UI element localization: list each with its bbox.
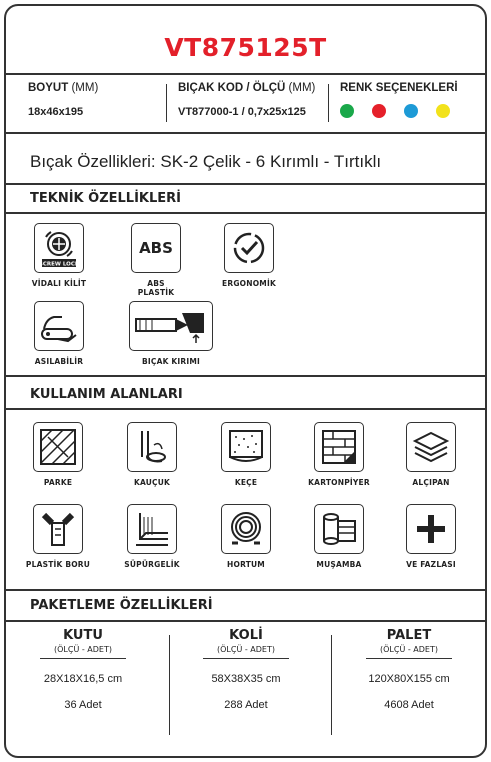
- packaging-pallet: [334, 628, 484, 711]
- blade-unit: (MM): [288, 82, 316, 94]
- divider: [166, 84, 167, 122]
- pack-title: KOLİ: [229, 628, 263, 643]
- packaging-box: [8, 628, 158, 711]
- rubber-icon: [127, 422, 177, 472]
- usage-parquet: [8, 422, 108, 487]
- abs-icon-text: ABS: [139, 239, 173, 257]
- usage-label: PARKE: [43, 478, 73, 487]
- usage-plastic-pipe: [8, 504, 108, 569]
- usage-label: PLASTİK BORU: [25, 560, 91, 569]
- divider: [40, 658, 126, 659]
- color-swatch-yellow: [436, 104, 450, 118]
- pack-qty: 4608 Adet: [384, 699, 434, 711]
- feature-label: ASILABİLİR: [34, 357, 84, 366]
- size-unit: (MM): [71, 82, 99, 94]
- usage-more: [381, 504, 481, 569]
- packaging-carton: [171, 628, 321, 711]
- skirting-icon: [127, 504, 177, 554]
- usage-title: KULLANIM ALANLARI: [30, 387, 183, 402]
- feature-screw-lock: [9, 223, 109, 288]
- feature-label: ABS PLASTİK: [137, 279, 175, 297]
- divider: [169, 635, 170, 735]
- pack-dims: 28X18X16,5 cm: [43, 673, 123, 685]
- usage-drywall: [381, 422, 481, 487]
- blade-heading: [178, 82, 315, 94]
- ergonomic-icon: [224, 223, 274, 273]
- blade-value: VT877000-1 / 0,7x25x125: [178, 106, 306, 118]
- cornice-icon: [314, 422, 364, 472]
- usage-hose: [196, 504, 296, 569]
- feature-abs: [106, 223, 206, 297]
- hose-icon: [221, 504, 271, 554]
- screw-lock-icon: [34, 223, 84, 273]
- pack-sub: (ÖLÇÜ - ADET): [217, 645, 275, 654]
- color-swatch-blue: [404, 104, 418, 118]
- divider: [6, 375, 485, 377]
- parquet-icon: [33, 422, 83, 472]
- divider: [328, 84, 329, 122]
- plastic-pipe-icon: [33, 504, 83, 554]
- divider: [6, 73, 485, 75]
- usage-skirting: [102, 504, 202, 569]
- usage-cornice: [289, 422, 389, 487]
- feature-label: ERGONOMİK: [222, 279, 276, 288]
- divider: [6, 212, 485, 214]
- drywall-icon: [406, 422, 456, 472]
- feature-hanging: [9, 301, 109, 366]
- blade-features: Bıçak Özellikleri: SK-2 Çelik - 6 Kırımlı - Tırtıklı: [30, 152, 382, 171]
- usage-rubber: [102, 422, 202, 487]
- pack-title: PALET: [386, 628, 432, 643]
- usage-label: MUŞAMBA: [316, 560, 362, 569]
- svg-text:SCREW LOCK: SCREW LOCK: [38, 261, 80, 268]
- divider: [331, 635, 332, 735]
- pack-dims: 120X80X155 cm: [368, 673, 450, 685]
- hanging-hook-icon: [34, 301, 84, 351]
- feature-label: BIÇAK KIRIMI: [141, 357, 201, 366]
- pack-title: KUTU: [63, 628, 103, 643]
- feature-label: VİDALI KİLİT: [31, 279, 87, 288]
- colors-heading: RENK SEÇENEKLERİ: [340, 82, 458, 94]
- usage-label: KARTONPİYER: [308, 478, 370, 487]
- technical-title: TEKNİK ÖZELLİKLERİ: [30, 191, 181, 206]
- divider: [203, 658, 289, 659]
- blade-label: BIÇAK KOD / ÖLÇÜ: [178, 82, 286, 94]
- abs-icon: [131, 223, 181, 273]
- pack-dims: 58X38X35 cm: [211, 673, 281, 685]
- size-label: BOYUT: [28, 82, 69, 94]
- color-swatch-green: [340, 104, 354, 118]
- size-value: 18x46x195: [28, 106, 84, 118]
- packaging-title: PAKETLEME ÖZELLİKLERİ: [30, 598, 213, 613]
- blade-snap-icon: [129, 301, 213, 351]
- usage-label: KAUÇUK: [133, 478, 171, 487]
- divider: [6, 620, 485, 622]
- divider: [6, 589, 485, 591]
- divider: [6, 408, 485, 410]
- divider: [6, 183, 485, 185]
- usage-label: VE FAZLASI: [406, 560, 456, 569]
- divider: [366, 658, 452, 659]
- linoleum-icon: [314, 504, 364, 554]
- pack-sub: (ÖLÇÜ - ADET): [54, 645, 112, 654]
- pack-sub: (ÖLÇÜ - ADET): [380, 645, 438, 654]
- pack-qty: 288 Adet: [224, 699, 268, 711]
- usage-label: HORTUM: [227, 560, 265, 569]
- pack-qty: 36 Adet: [64, 699, 102, 711]
- product-code: VT875125T: [164, 33, 327, 62]
- usage-felt: [196, 422, 296, 487]
- color-swatch-red: [372, 104, 386, 118]
- size-heading: [28, 82, 98, 94]
- usage-label: KEÇE: [234, 478, 258, 487]
- divider: [6, 132, 485, 134]
- product-spec-card: [4, 4, 487, 758]
- felt-icon: [221, 422, 271, 472]
- usage-label: ALÇIPAN: [412, 478, 450, 487]
- usage-linoleum: [289, 504, 389, 569]
- usage-label: SÜPÜRGELİK: [124, 560, 180, 569]
- feature-ergonomic: [199, 223, 299, 288]
- plus-icon: [406, 504, 456, 554]
- feature-blade-snap: [106, 301, 236, 366]
